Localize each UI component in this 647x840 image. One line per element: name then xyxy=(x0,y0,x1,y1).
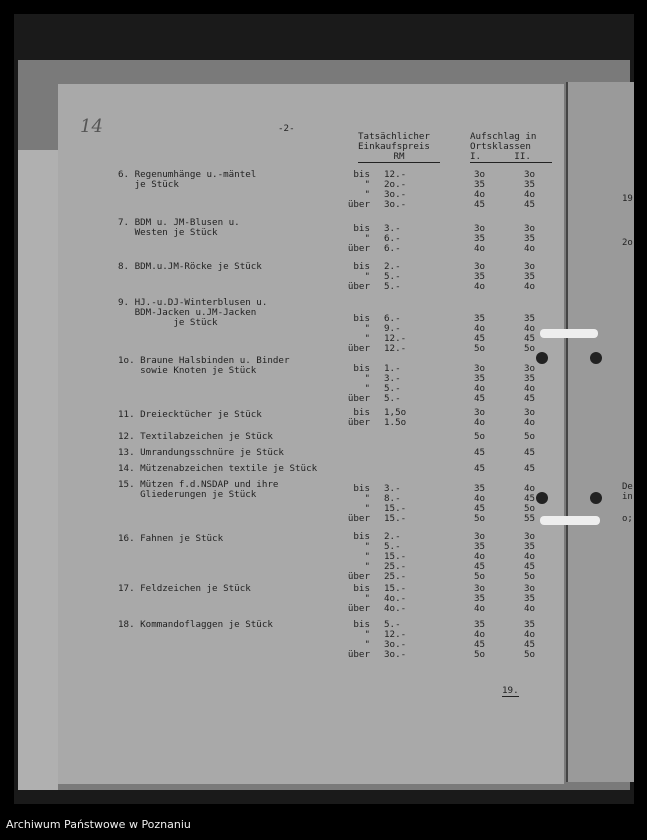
row-qualifier: bis xyxy=(353,407,370,418)
adjacent-page xyxy=(566,82,634,782)
row-qualifier: bis xyxy=(353,363,370,374)
row-qualifier: " xyxy=(364,541,370,552)
purchase-price: 8.- xyxy=(384,493,401,504)
purchase-price: 15.- xyxy=(384,503,407,514)
left-paper-edge xyxy=(18,150,58,790)
markup-class-II: 4o xyxy=(524,629,536,640)
purchase-price: 5.- xyxy=(384,281,401,292)
markup-class-II: 5o xyxy=(524,503,536,514)
margin-text: De xyxy=(622,482,633,492)
item-label: 17. Feldzeichen je Stück xyxy=(118,583,251,594)
markup-class-II: 45 xyxy=(524,333,536,344)
row-qualifier: " xyxy=(364,493,370,504)
markup-class-II: 55 xyxy=(524,513,536,524)
row-qualifier: über xyxy=(347,343,370,354)
row-qualifier: " xyxy=(364,629,370,640)
markup-class-I: 5o xyxy=(474,571,486,582)
markup-class-II: 35 xyxy=(524,593,536,604)
purchase-price: 6.- xyxy=(384,243,401,254)
markup-class-I: 4o xyxy=(474,323,486,334)
markup-class-II: 45 xyxy=(524,199,536,210)
purchase-price: 12.- xyxy=(384,629,407,640)
markup-class-II: 3o xyxy=(524,169,536,180)
markup-class-I: 4o xyxy=(474,383,486,394)
purchase-price: 4o.- xyxy=(384,593,407,604)
markup-class-I: 35 xyxy=(474,619,486,630)
markup-class-II: 3o xyxy=(524,583,536,594)
markup-class-I: 45 xyxy=(474,503,486,514)
markup-class-I: 4o xyxy=(474,603,486,614)
item-label: Gliederungen je Stück xyxy=(118,489,257,500)
markup-class-II: 3o xyxy=(524,407,536,418)
row-qualifier: " xyxy=(364,593,370,604)
row-qualifier: bis xyxy=(353,531,370,542)
header-col2-cols xyxy=(470,152,552,163)
purchase-price: 4o.- xyxy=(384,603,407,614)
purchase-price: 25.- xyxy=(384,571,407,582)
markup-class-II: 45 xyxy=(524,393,536,404)
item-label: 18. Kommandoflaggen je Stück xyxy=(118,619,273,630)
markup-class-I: 3o xyxy=(474,223,486,234)
markup-class-II: 35 xyxy=(524,233,536,244)
markup-class-II: 45 xyxy=(524,561,536,572)
markup-class-II: 4o xyxy=(524,603,536,614)
purchase-price: 15.- xyxy=(384,513,407,524)
purchase-price: 3.- xyxy=(384,373,401,384)
markup-class-II: 4o xyxy=(524,383,536,394)
markup-class-I: 35 xyxy=(474,313,486,324)
markup-class-I: 4o xyxy=(474,493,486,504)
markup-class-II: 5o xyxy=(524,431,536,442)
markup-class-I: 45 xyxy=(474,447,486,458)
purchase-price: 3o.- xyxy=(384,199,407,210)
markup-class-II: 5o xyxy=(524,649,536,660)
row-qualifier: " xyxy=(364,233,370,244)
margin-text: o; xyxy=(622,514,633,524)
row-qualifier: über xyxy=(347,243,370,254)
markup-class-II: 5o xyxy=(524,571,536,582)
row-qualifier: über xyxy=(347,417,370,428)
purchase-price: 2.- xyxy=(384,261,401,272)
markup-class-I: 45 xyxy=(474,393,486,404)
punch-hole xyxy=(536,492,548,504)
markup-class-I: 5o xyxy=(474,513,486,524)
punch-hole xyxy=(536,352,548,364)
row-qualifier: " xyxy=(364,271,370,282)
item-label: 13. Umrandungsschnüre je Stück xyxy=(118,447,284,458)
markup-class-I: 35 xyxy=(474,233,486,244)
margin-text: 2o xyxy=(622,238,633,248)
purchase-price: 5.- xyxy=(384,541,401,552)
markup-class-I: 5o xyxy=(474,343,486,354)
purchase-price: 2o.- xyxy=(384,179,407,190)
markup-class-I: 3o xyxy=(474,531,486,542)
purchase-price: 5.- xyxy=(384,619,401,630)
item-label: je Stück xyxy=(118,317,218,328)
row-qualifier: " xyxy=(364,639,370,650)
header-col-I: I. xyxy=(470,151,482,162)
markup-class-II: 4o xyxy=(524,417,536,428)
purchase-price: 12.- xyxy=(384,333,407,344)
purchase-price: 12.- xyxy=(384,169,407,180)
header-col1-line3: RM xyxy=(358,152,440,163)
purchase-price: 3o.- xyxy=(384,189,407,200)
markup-class-II: 45 xyxy=(524,463,536,474)
purchase-price: 3.- xyxy=(384,223,401,234)
row-qualifier: " xyxy=(364,333,370,344)
markup-class-I: 45 xyxy=(474,199,486,210)
row-qualifier: " xyxy=(364,503,370,514)
row-qualifier: über xyxy=(347,603,370,614)
margin-text: in xyxy=(622,492,633,502)
markup-class-II: 45 xyxy=(524,493,536,504)
markup-class-II: 4o xyxy=(524,323,536,334)
markup-class-I: 4o xyxy=(474,629,486,640)
markup-class-II: 4o xyxy=(524,189,536,200)
header-col2-line2: Ortsklassen xyxy=(470,141,531,152)
row-qualifier: über xyxy=(347,199,370,210)
markup-class-II: 4o xyxy=(524,281,536,292)
markup-class-I: 4o xyxy=(474,417,486,428)
purchase-price: 5.- xyxy=(384,271,401,282)
item-label: 8. BDM.u.JM-Röcke je Stück xyxy=(118,261,262,272)
item-label: 6. Regenumhänge u.-mäntel xyxy=(118,169,257,180)
item-label: Westen je Stück xyxy=(118,227,218,238)
purchase-price: 3o.- xyxy=(384,639,407,650)
markup-class-I: 45 xyxy=(474,333,486,344)
markup-class-I: 3o xyxy=(474,583,486,594)
markup-class-II: 45 xyxy=(524,447,536,458)
purchase-price: 3o.- xyxy=(384,649,407,660)
markup-class-II: 35 xyxy=(524,271,536,282)
row-qualifier: " xyxy=(364,561,370,572)
purchase-price: 15.- xyxy=(384,583,407,594)
purchase-price: 1,5o xyxy=(384,407,407,418)
markup-class-I: 5o xyxy=(474,649,486,660)
markup-class-II: 4o xyxy=(524,483,536,494)
markup-class-II: 35 xyxy=(524,313,536,324)
punch-hole xyxy=(590,352,602,364)
item-label: 9. HJ.-u.DJ-Winterblusen u. xyxy=(118,297,268,308)
markup-class-I: 4o xyxy=(474,243,486,254)
page-number: -2- xyxy=(278,123,295,134)
row-qualifier: " xyxy=(364,323,370,334)
row-qualifier: " xyxy=(364,551,370,562)
row-qualifier: über xyxy=(347,513,370,524)
purchase-price: 25.- xyxy=(384,561,407,572)
row-qualifier: über xyxy=(347,281,370,292)
item-label: 16. Fahnen je Stück xyxy=(118,533,224,544)
markup-class-I: 45 xyxy=(474,639,486,650)
row-qualifier: bis xyxy=(353,223,370,234)
markup-class-I: 45 xyxy=(474,561,486,572)
markup-class-I: 35 xyxy=(474,483,486,494)
markup-class-I: 4o xyxy=(474,189,486,200)
header-col1-line1: Tatsächlicher xyxy=(358,131,430,142)
footer-page-number: 19. xyxy=(502,685,519,696)
row-qualifier: bis xyxy=(353,483,370,494)
item-label: 15. Mützen f.d.NSDAP und ihre xyxy=(118,479,279,490)
handwritten-number: 14 xyxy=(80,116,103,137)
purchase-price: 1.5o xyxy=(384,417,407,428)
markup-class-I: 45 xyxy=(474,463,486,474)
markup-class-II: 3o xyxy=(524,363,536,374)
markup-class-II: 4o xyxy=(524,243,536,254)
purchase-price: 3.- xyxy=(384,483,401,494)
markup-class-I: 3o xyxy=(474,407,486,418)
row-qualifier: über xyxy=(347,393,370,404)
row-qualifier: " xyxy=(364,189,370,200)
item-label: je Stück xyxy=(118,179,179,190)
markup-class-II: 35 xyxy=(524,373,536,384)
item-label: 11. Dreiecktücher je Stück xyxy=(118,409,262,420)
item-label: 7. BDM u. JM-Blusen u. xyxy=(118,217,240,228)
row-qualifier: " xyxy=(364,373,370,384)
margin-text: 19 xyxy=(622,194,633,204)
item-label: 1o. Braune Halsbinden u. Binder xyxy=(118,355,290,366)
purchase-price: 6.- xyxy=(384,233,401,244)
header-col1-line2: Einkaufspreis xyxy=(358,141,430,152)
markup-class-I: 3o xyxy=(474,261,486,272)
binder-clip xyxy=(540,329,598,338)
markup-class-II: 3o xyxy=(524,531,536,542)
purchase-price: 5.- xyxy=(384,383,401,394)
markup-class-I: 4o xyxy=(474,551,486,562)
purchase-price: 1.- xyxy=(384,363,401,374)
markup-class-II: 35 xyxy=(524,179,536,190)
markup-class-I: 35 xyxy=(474,373,486,384)
markup-class-II: 3o xyxy=(524,261,536,272)
markup-class-I: 35 xyxy=(474,179,486,190)
purchase-price: 15.- xyxy=(384,551,407,562)
purchase-price: 12.- xyxy=(384,343,407,354)
header-col-II: II. xyxy=(514,151,531,162)
markup-class-I: 4o xyxy=(474,281,486,292)
header-col2-line1: Aufschlag in xyxy=(470,131,537,142)
row-qualifier: bis xyxy=(353,313,370,324)
markup-class-II: 35 xyxy=(524,619,536,630)
markup-class-I: 3o xyxy=(474,363,486,374)
row-qualifier: bis xyxy=(353,619,370,630)
markup-class-I: 35 xyxy=(474,593,486,604)
binder-clip xyxy=(540,516,600,525)
markup-class-II: 45 xyxy=(524,639,536,650)
purchase-price: 6.- xyxy=(384,313,401,324)
purchase-price: 9.- xyxy=(384,323,401,334)
purchase-price: 2.- xyxy=(384,531,401,542)
archive-label: Archiwum Państwowe w Poznaniu xyxy=(6,818,191,831)
markup-class-II: 4o xyxy=(524,551,536,562)
markup-class-I: 35 xyxy=(474,541,486,552)
row-qualifier: bis xyxy=(353,583,370,594)
purchase-price: 5.- xyxy=(384,393,401,404)
row-qualifier: " xyxy=(364,179,370,190)
item-label: sowie Knoten je Stück xyxy=(118,365,257,376)
row-qualifier: über xyxy=(347,571,370,582)
markup-class-II: 3o xyxy=(524,223,536,234)
item-label: 14. Mützenabzeichen textile je Stück xyxy=(118,463,318,474)
row-qualifier: bis xyxy=(353,169,370,180)
markup-class-II: 35 xyxy=(524,541,536,552)
markup-class-I: 35 xyxy=(474,271,486,282)
row-qualifier: über xyxy=(347,649,370,660)
markup-class-I: 5o xyxy=(474,431,486,442)
punch-hole xyxy=(590,492,602,504)
row-qualifier: bis xyxy=(353,261,370,272)
document-page xyxy=(58,84,564,784)
row-qualifier: " xyxy=(364,383,370,394)
markup-class-I: 3o xyxy=(474,169,486,180)
item-label: 12. Textilabzeichen je Stück xyxy=(118,431,273,442)
item-label: BDM-Jacken u.JM-Jacken xyxy=(118,307,257,318)
markup-class-II: 5o xyxy=(524,343,536,354)
